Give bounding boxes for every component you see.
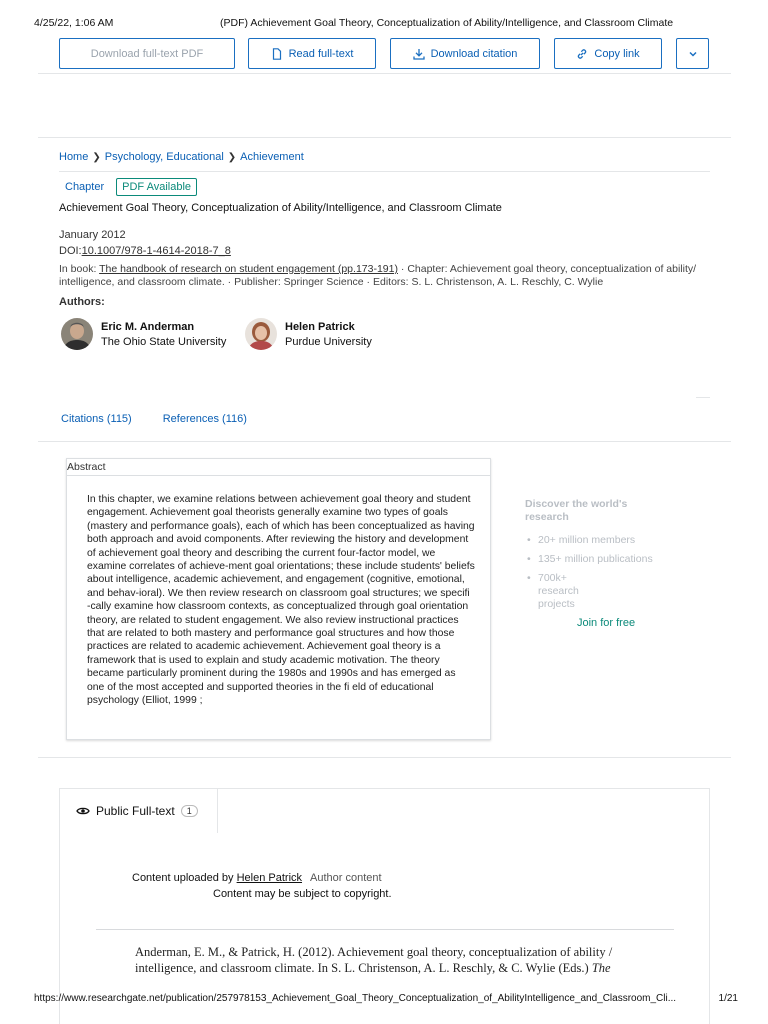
doi-label: DOI:: [59, 245, 82, 257]
abstract-label: Abstract: [67, 461, 106, 473]
book-prefix: In book:: [59, 263, 100, 275]
copy-link-label: Copy link: [594, 47, 640, 60]
download-icon: [413, 48, 425, 60]
promo-list: [525, 534, 655, 611]
breadcrumb-achievement[interactable]: Achievement: [240, 151, 304, 163]
abstract-card: [66, 458, 491, 740]
tab-public-fulltext[interactable]: [60, 789, 218, 833]
citation-italic: The: [591, 961, 611, 975]
promo-item: • 20+ million members: [525, 534, 655, 547]
signup-promo: [525, 498, 655, 617]
chevron-down-icon: [687, 48, 699, 60]
citation-main: Anderman, E. M., & Patrick, H. (2012). Achievement goal theory, conceptualization of ability / intelligence, and classroom climate. In S. L. Christenson, A. L. Reschly, & C. Wylie (Eds.): [135, 945, 613, 975]
document-icon: [271, 48, 283, 60]
download-citation-button[interactable]: [390, 38, 540, 69]
author-name[interactable]: Helen Patrick: [285, 321, 355, 333]
author-card[interactable]: [61, 318, 226, 350]
divider: [38, 757, 731, 758]
abstract-text: In this chapter, we examine relations between achievement goal theory and student engagement. Achievement goal theorists generally examine two types of goals (mastery and performance goals), each of which has been conceptualized as having both approach and avoid components. After reviewing the history and development of achievement goal theory and describing the current four-factor model, we examine correlates of achieve-ment goal orientations; these include students' beliefs about intelligence, academic achievement, and engagement (cognitive, emotional, and behav-ioral). We then review research on classroom goal structures; we specifi -cally examine how classroom contexts, as conceptualized through goal orientation theory, are related to student engagement. We also review instructional practices that are related to both mastery and performance goal structures and how those practices are related to academic achievement. Achievement goal theory is a framework that is used to explain and study academic motivation. The theory became particularly prominent during the 1980s and 1990s and has emerged as one of the most accepted and supported theories in the fi eld of educational psychology (Elliot, 1999 ;: [87, 494, 475, 707]
author-card[interactable]: [245, 318, 372, 350]
more-actions-button[interactable]: [676, 38, 709, 69]
publication-title: Achievement Goal Theory, Conceptualization of Ability/Intelligence, and Classroom Climate: [59, 202, 502, 214]
fulltext-tab-label: Public Full-text: [96, 804, 175, 818]
copy-link-button[interactable]: [554, 38, 662, 69]
fulltext-count-badge: 1: [181, 805, 198, 817]
avatar[interactable]: [245, 318, 277, 350]
chapter-tag[interactable]: Chapter: [65, 181, 105, 193]
link-icon: [576, 48, 588, 60]
tab-references[interactable]: References (116): [162, 413, 247, 425]
divider: [38, 441, 731, 442]
author-content-label: Author content: [310, 872, 382, 884]
divider: [96, 929, 674, 930]
divider: [59, 171, 710, 172]
divider: [696, 397, 710, 398]
breadcrumb: [59, 151, 304, 163]
download-pdf-button[interactable]: [59, 38, 235, 69]
join-for-free-button[interactable]: Join for free: [577, 617, 636, 629]
author-institution: The Ohio State University: [101, 336, 227, 348]
copyright-notice: Content may be subject to copyright.: [213, 888, 392, 900]
breadcrumb-psychology-educational[interactable]: Psychology, Educational: [104, 151, 224, 163]
print-date: 4/25/22, 1:06 AM: [34, 17, 114, 29]
divider: [38, 137, 731, 138]
divider: [38, 73, 731, 74]
publication-doi: [59, 245, 231, 257]
download-pdf-label: Download full-text PDF: [90, 47, 204, 60]
eye-icon: [76, 806, 90, 816]
promo-item: • 135+ million publications: [525, 553, 655, 566]
download-citation-label: Download citation: [430, 47, 518, 60]
chevron-right-icon: ❯: [92, 151, 101, 163]
chevron-right-icon: ❯: [227, 151, 237, 163]
upload-info: [132, 872, 382, 884]
book-link[interactable]: The handbook of research on student engagement (pp.173-191): [99, 263, 398, 275]
doi-link[interactable]: 10.1007/978-1-4614-2018-7_8: [81, 245, 231, 257]
read-fulltext-label: Read full-text: [288, 47, 354, 60]
book-details: · Chapter: Achievement goal theory, conceptualization of ability/ intelligence, and classroom climate. · Publisher: Springer Science · Editors: S. L. Christenson, A. L. Reschly, C. Wylie: [59, 263, 697, 288]
read-fulltext-button[interactable]: [248, 38, 376, 69]
uploaded-prefix: Content uploaded by: [132, 872, 237, 884]
publication-tabs: [61, 413, 247, 425]
fulltext-card: [59, 788, 710, 1024]
publication-date: January 2012: [59, 229, 126, 241]
print-page-title: (PDF) Achievement Goal Theory, Conceptualization of Ability/Intelligence, and Classroom Climate: [220, 17, 674, 29]
uploader-link[interactable]: Helen Patrick: [236, 872, 303, 884]
tab-citations[interactable]: Citations (115): [61, 413, 132, 425]
print-url: https://www.researchgate.net/publication/257978153_Achievement_Goal_Theory_Conceptualization_of_AbilityIntelligence_and_Classroom_Cli...: [34, 993, 677, 1004]
author-institution: Purdue University: [285, 336, 372, 348]
promo-item: • 700k+ research projects: [525, 572, 565, 611]
publication-tags: [59, 178, 197, 196]
publication-book-info: [59, 263, 699, 289]
authors-heading: Authors:: [59, 296, 105, 308]
pdf-available-badge[interactable]: PDF Available: [116, 178, 197, 196]
promo-heading: Discover the world's research: [525, 498, 628, 523]
print-page-number: 1/21: [718, 993, 738, 1004]
author-name[interactable]: Eric M. Anderman: [101, 321, 195, 333]
citation-text: [135, 944, 675, 976]
divider: [67, 475, 490, 476]
avatar[interactable]: [61, 318, 93, 350]
breadcrumb-home[interactable]: Home: [59, 151, 89, 163]
